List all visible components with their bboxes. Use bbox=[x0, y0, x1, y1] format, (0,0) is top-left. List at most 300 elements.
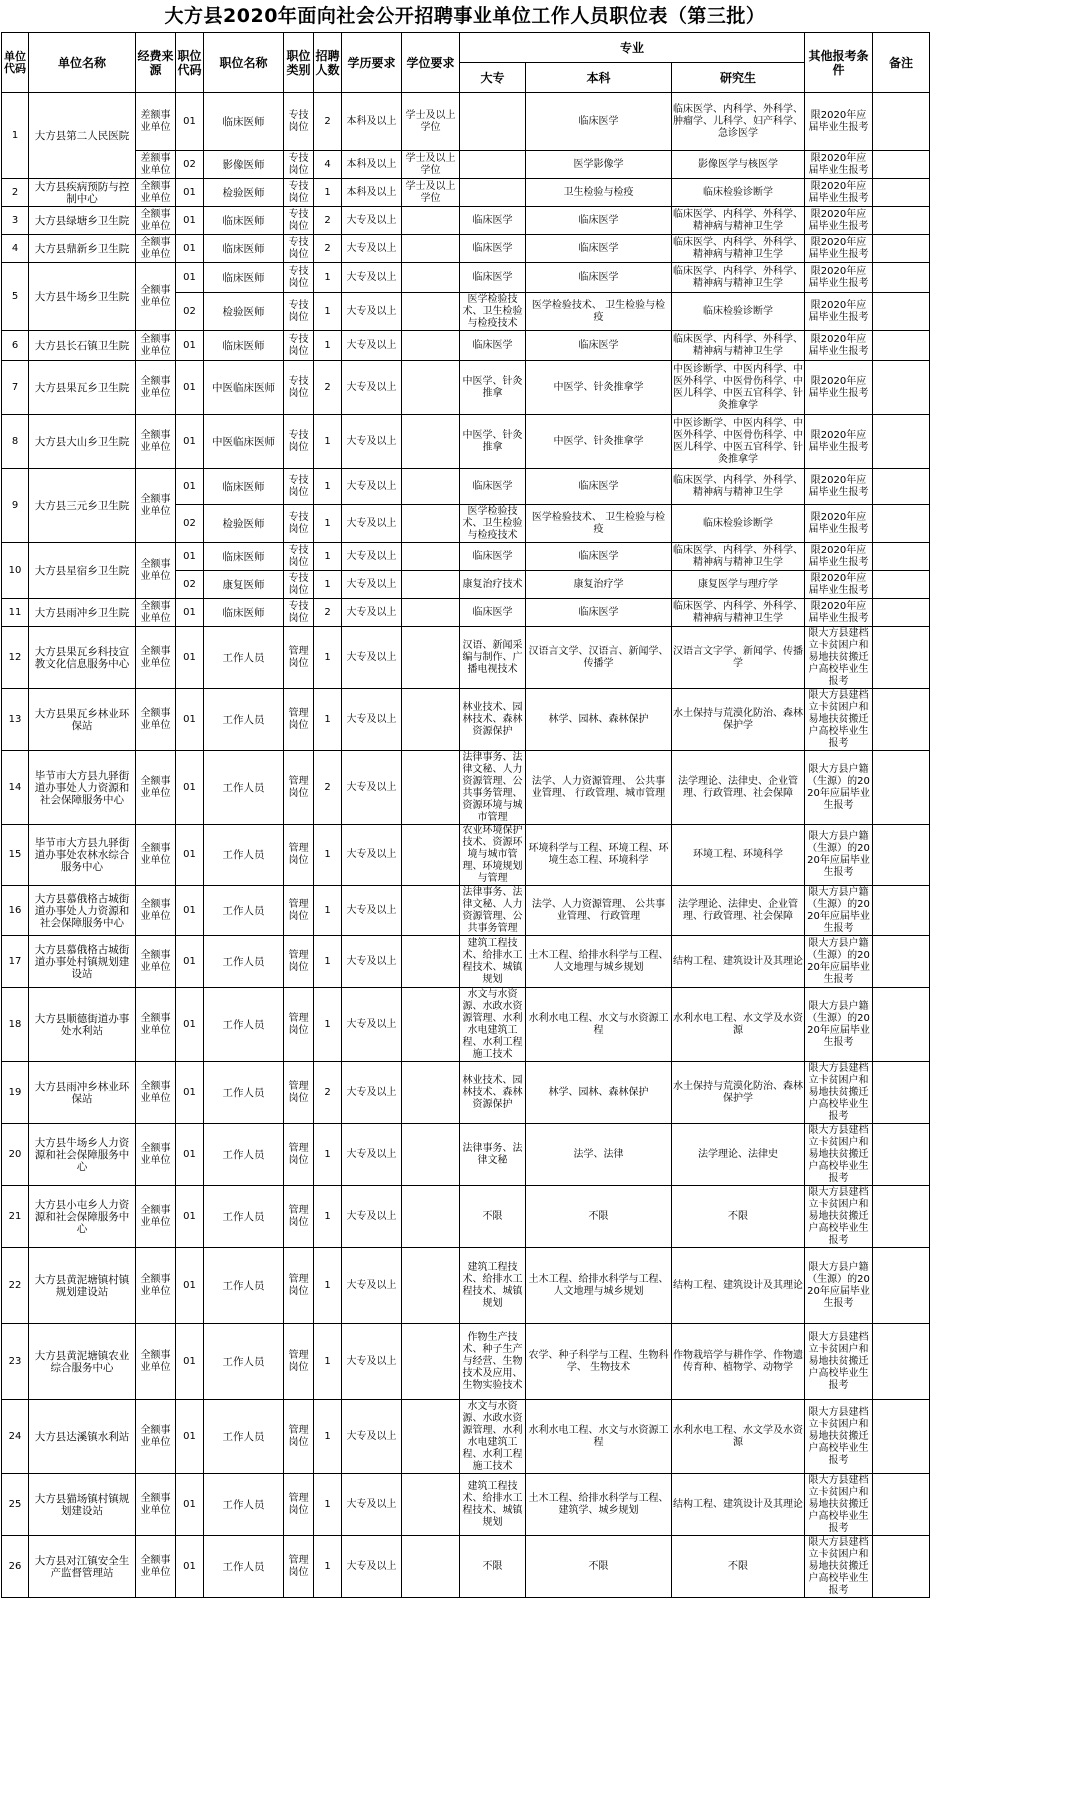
position-type-cell: 管理岗位 bbox=[284, 1400, 314, 1474]
other-conditions-cell: 限2020年应届毕业生报考 bbox=[805, 505, 873, 543]
unit-name-cell: 大方县果瓦乡科技宣教文化信息服务中心 bbox=[29, 627, 136, 689]
major-benke-cell: 医学检验技术、 卫生检验与检疫 bbox=[526, 505, 672, 543]
table-row bbox=[2, 415, 930, 469]
major-dazhuan-cell bbox=[460, 179, 526, 207]
major-yanjiusheng-cell: 临床医学、内科学、外科学、精神病与精神卫生学 bbox=[672, 331, 805, 361]
major-yanjiusheng-cell: 临床检验诊断学 bbox=[672, 179, 805, 207]
position-code-cell: 02 bbox=[176, 293, 204, 331]
education-cell: 大专及以上 bbox=[342, 886, 402, 936]
other-conditions-cell: 限2020年应届毕业生报考 bbox=[805, 235, 873, 263]
unit-name-cell: 大方县第二人民医院 bbox=[29, 93, 136, 179]
major-dazhuan-cell: 不限 bbox=[460, 1186, 526, 1248]
count-cell: 1 bbox=[314, 1124, 342, 1186]
unit-code-cell: 16 bbox=[2, 886, 29, 936]
major-benke-cell: 法学、法律 bbox=[526, 1124, 672, 1186]
other-conditions-cell: 限大方县建档立卡贫困户和易地扶贫搬迁户高校毕业生报考 bbox=[805, 1186, 873, 1248]
header-count: 招聘人数 bbox=[314, 33, 342, 93]
count-cell: 1 bbox=[314, 1324, 342, 1400]
unit-name-cell: 大方县长石镇卫生院 bbox=[29, 331, 136, 361]
education-cell: 大专及以上 bbox=[342, 627, 402, 689]
position-code-cell: 01 bbox=[176, 93, 204, 151]
position-name-cell: 工作人员 bbox=[204, 1186, 284, 1248]
funding-cell: 差额事业单位 bbox=[136, 151, 176, 179]
major-benke-cell: 临床医学 bbox=[526, 235, 672, 263]
position-type-cell: 专技岗位 bbox=[284, 571, 314, 599]
position-code-cell: 02 bbox=[176, 151, 204, 179]
position-type-cell: 专技岗位 bbox=[284, 415, 314, 469]
count-cell: 1 bbox=[314, 293, 342, 331]
other-conditions-cell: 限大方县建档立卡贫困户和易地扶贫搬迁户高校毕业生报考 bbox=[805, 1324, 873, 1400]
major-yanjiusheng-cell: 临床医学、内科学、外科学、精神病与精神卫生学 bbox=[672, 543, 805, 571]
position-name-cell: 工作人员 bbox=[204, 886, 284, 936]
header-position-type: 职位类别 bbox=[284, 33, 314, 93]
major-dazhuan-cell: 临床医学 bbox=[460, 469, 526, 505]
degree-cell bbox=[402, 689, 460, 751]
header-degree: 学位要求 bbox=[402, 33, 460, 93]
major-yanjiusheng-cell: 临床医学、内科学、外科学、精神病与精神卫生学 bbox=[672, 263, 805, 293]
count-cell: 1 bbox=[314, 571, 342, 599]
funding-cell: 全额事业单位 bbox=[136, 543, 176, 599]
position-name-cell: 康复医师 bbox=[204, 571, 284, 599]
position-name-cell: 检验医师 bbox=[204, 505, 284, 543]
major-yanjiusheng-cell: 不限 bbox=[672, 1186, 805, 1248]
table-row bbox=[2, 151, 930, 179]
count-cell: 2 bbox=[314, 1062, 342, 1124]
degree-cell bbox=[402, 825, 460, 886]
position-type-cell: 专技岗位 bbox=[284, 235, 314, 263]
major-dazhuan-cell: 汉语、新闻采编与制作、广播电视技术 bbox=[460, 627, 526, 689]
education-cell: 大专及以上 bbox=[342, 415, 402, 469]
unit-name-cell: 毕节市大方县九驿街道办事处人力资源和社会保障服务中心 bbox=[29, 751, 136, 825]
position-name-cell: 工作人员 bbox=[204, 751, 284, 825]
unit-name-cell: 大方县黄泥塘镇农业综合服务中心 bbox=[29, 1324, 136, 1400]
position-type-cell: 管理岗位 bbox=[284, 689, 314, 751]
position-code-cell: 01 bbox=[176, 1248, 204, 1324]
position-name-cell: 临床医师 bbox=[204, 599, 284, 627]
position-name-cell: 工作人员 bbox=[204, 936, 284, 988]
funding-cell: 全额事业单位 bbox=[136, 235, 176, 263]
unit-code-cell: 25 bbox=[2, 1474, 29, 1536]
major-benke-cell: 医学检验技术、 卫生检验与检疫 bbox=[526, 293, 672, 331]
major-yanjiusheng-cell: 临床医学、内科学、外科学、精神病与精神卫生学 bbox=[672, 469, 805, 505]
other-conditions-cell: 限2020年应届毕业生报考 bbox=[805, 263, 873, 293]
major-benke-cell: 林学、园林、森林保护 bbox=[526, 689, 672, 751]
unit-name-cell: 大方县疾病预防与控制中心 bbox=[29, 179, 136, 207]
position-name-cell: 临床医师 bbox=[204, 235, 284, 263]
major-yanjiusheng-cell: 临床检验诊断学 bbox=[672, 293, 805, 331]
major-benke-cell: 汉语言文学、汉语言、新闻学、传播学 bbox=[526, 627, 672, 689]
remark-cell bbox=[873, 571, 930, 599]
unit-code-cell: 3 bbox=[2, 207, 29, 235]
unit-code-cell: 2 bbox=[2, 179, 29, 207]
position-name-cell: 中医临床医师 bbox=[204, 415, 284, 469]
position-name-cell: 工作人员 bbox=[204, 1536, 284, 1598]
degree-cell bbox=[402, 988, 460, 1062]
unit-name-cell: 大方县雨冲乡林业环保站 bbox=[29, 1062, 136, 1124]
education-cell: 大专及以上 bbox=[342, 1400, 402, 1474]
funding-cell: 全额事业单位 bbox=[136, 207, 176, 235]
position-name-cell: 临床医师 bbox=[204, 207, 284, 235]
position-type-cell: 管理岗位 bbox=[284, 1124, 314, 1186]
unit-name-cell: 大方县绿塘乡卫生院 bbox=[29, 207, 136, 235]
unit-code-cell: 23 bbox=[2, 1324, 29, 1400]
position-type-cell: 专技岗位 bbox=[284, 207, 314, 235]
position-code-cell: 01 bbox=[176, 1186, 204, 1248]
unit-name-cell: 大方县牛场乡卫生院 bbox=[29, 263, 136, 331]
unit-code-cell: 21 bbox=[2, 1186, 29, 1248]
major-yanjiusheng-cell: 法学理论、法律史、企业管理、行政管理、社会保障 bbox=[672, 886, 805, 936]
education-cell: 本科及以上 bbox=[342, 179, 402, 207]
major-benke-cell: 不限 bbox=[526, 1536, 672, 1598]
degree-cell bbox=[402, 293, 460, 331]
header-unit-code: 单位代码 bbox=[2, 33, 29, 93]
other-conditions-cell: 限大方县建档立卡贫困户和易地扶贫搬迁户高校毕业生报考 bbox=[805, 689, 873, 751]
count-cell: 1 bbox=[314, 886, 342, 936]
major-dazhuan-cell: 建筑工程技术、给排水工程技术、城镇规划 bbox=[460, 1474, 526, 1536]
major-dazhuan-cell: 建筑工程技术、给排水工程技术、城镇规划 bbox=[460, 936, 526, 988]
major-dazhuan-cell: 作物生产技术、种子生产与经营、生物技术及应用、生物实验技术 bbox=[460, 1324, 526, 1400]
position-type-cell: 专技岗位 bbox=[284, 293, 314, 331]
major-yanjiusheng-cell: 临床医学、内科学、外科学、精神病与精神卫生学 bbox=[672, 235, 805, 263]
funding-cell: 全额事业单位 bbox=[136, 1248, 176, 1324]
other-conditions-cell: 限大方县建档立卡贫困户和易地扶贫搬迁户高校毕业生报考 bbox=[805, 1062, 873, 1124]
major-dazhuan-cell: 水文与水资源、水政水资源管理、水利水电建筑工程、水利工程施工技术 bbox=[460, 1400, 526, 1474]
major-benke-cell: 临床医学 bbox=[526, 599, 672, 627]
unit-name-cell: 大方县猫场镇村镇规划建设站 bbox=[29, 1474, 136, 1536]
degree-cell bbox=[402, 886, 460, 936]
education-cell: 大专及以上 bbox=[342, 1536, 402, 1598]
table-row bbox=[2, 751, 930, 825]
position-type-cell: 专技岗位 bbox=[284, 93, 314, 151]
remark-cell bbox=[873, 179, 930, 207]
major-yanjiusheng-cell: 影像医学与核医学 bbox=[672, 151, 805, 179]
position-name-cell: 工作人员 bbox=[204, 689, 284, 751]
position-type-cell: 管理岗位 bbox=[284, 1324, 314, 1400]
position-code-cell: 01 bbox=[176, 469, 204, 505]
unit-code-cell: 19 bbox=[2, 1062, 29, 1124]
remark-cell bbox=[873, 751, 930, 825]
position-type-cell: 专技岗位 bbox=[284, 331, 314, 361]
count-cell: 1 bbox=[314, 415, 342, 469]
position-name-cell: 临床医师 bbox=[204, 93, 284, 151]
count-cell: 1 bbox=[314, 543, 342, 571]
degree-cell bbox=[402, 571, 460, 599]
funding-cell: 全额事业单位 bbox=[136, 751, 176, 825]
major-benke-cell: 土木工程、给排水科学与工程、建筑学、城乡规划 bbox=[526, 1474, 672, 1536]
table-row bbox=[2, 263, 930, 293]
unit-name-cell: 大方县小屯乡人力资源和社会保障服务中心 bbox=[29, 1186, 136, 1248]
position-code-cell: 01 bbox=[176, 1474, 204, 1536]
funding-cell: 全额事业单位 bbox=[136, 825, 176, 886]
education-cell: 本科及以上 bbox=[342, 151, 402, 179]
funding-cell: 全额事业单位 bbox=[136, 689, 176, 751]
position-name-cell: 临床医师 bbox=[204, 469, 284, 505]
major-benke-cell: 临床医学 bbox=[526, 543, 672, 571]
table-row bbox=[2, 207, 930, 235]
other-conditions-cell: 限2020年应届毕业生报考 bbox=[805, 361, 873, 415]
position-code-cell: 01 bbox=[176, 1536, 204, 1598]
funding-cell: 差额事业单位 bbox=[136, 93, 176, 151]
unit-code-cell: 11 bbox=[2, 599, 29, 627]
degree-cell bbox=[402, 263, 460, 293]
degree-cell bbox=[402, 505, 460, 543]
major-dazhuan-cell bbox=[460, 93, 526, 151]
funding-cell: 全额事业单位 bbox=[136, 936, 176, 988]
position-code-cell: 01 bbox=[176, 1400, 204, 1474]
position-name-cell: 工作人员 bbox=[204, 1248, 284, 1324]
position-code-cell: 01 bbox=[176, 263, 204, 293]
remark-cell bbox=[873, 1248, 930, 1324]
header-major-benke: 本科 bbox=[526, 63, 672, 93]
remark-cell bbox=[873, 1062, 930, 1124]
header-education: 学历要求 bbox=[342, 33, 402, 93]
other-conditions-cell: 限2020年应届毕业生报考 bbox=[805, 543, 873, 571]
count-cell: 1 bbox=[314, 469, 342, 505]
major-yanjiusheng-cell: 结构工程、建筑设计及其理论 bbox=[672, 936, 805, 988]
other-conditions-cell: 限大方县户籍（生源）的2020年应届毕业生报考 bbox=[805, 988, 873, 1062]
major-yanjiusheng-cell: 临床医学、内科学、外科学、肿瘤学、儿科学、妇产科学、急诊医学 bbox=[672, 93, 805, 151]
count-cell: 2 bbox=[314, 93, 342, 151]
remark-cell bbox=[873, 1186, 930, 1248]
major-yanjiusheng-cell: 水土保持与荒漠化防治、森林保护学 bbox=[672, 1062, 805, 1124]
funding-cell: 全额事业单位 bbox=[136, 1186, 176, 1248]
position-name-cell: 工作人员 bbox=[204, 1324, 284, 1400]
table-row bbox=[2, 886, 930, 936]
position-code-cell: 02 bbox=[176, 505, 204, 543]
unit-name-cell: 大方县雨冲乡卫生院 bbox=[29, 599, 136, 627]
other-conditions-cell: 限大方县户籍（生源）的2020年应届毕业生报考 bbox=[805, 936, 873, 988]
position-code-cell: 01 bbox=[176, 988, 204, 1062]
major-benke-cell: 卫生检验与检疫 bbox=[526, 179, 672, 207]
position-name-cell: 工作人员 bbox=[204, 1474, 284, 1536]
education-cell: 大专及以上 bbox=[342, 1186, 402, 1248]
unit-code-cell: 15 bbox=[2, 825, 29, 886]
education-cell: 大专及以上 bbox=[342, 331, 402, 361]
degree-cell bbox=[402, 331, 460, 361]
position-type-cell: 管理岗位 bbox=[284, 1536, 314, 1598]
position-name-cell: 工作人员 bbox=[204, 1400, 284, 1474]
major-dazhuan-cell: 林业技术、园林技术、森林资源保护 bbox=[460, 1062, 526, 1124]
other-conditions-cell: 限2020年应届毕业生报考 bbox=[805, 151, 873, 179]
remark-cell bbox=[873, 886, 930, 936]
degree-cell bbox=[402, 361, 460, 415]
position-name-cell: 工作人员 bbox=[204, 1124, 284, 1186]
funding-cell: 全额事业单位 bbox=[136, 1124, 176, 1186]
unit-code-cell: 7 bbox=[2, 361, 29, 415]
position-code-cell: 01 bbox=[176, 936, 204, 988]
position-code-cell: 01 bbox=[176, 415, 204, 469]
education-cell: 大专及以上 bbox=[342, 825, 402, 886]
major-dazhuan-cell: 临床医学 bbox=[460, 331, 526, 361]
other-conditions-cell: 限2020年应届毕业生报考 bbox=[805, 179, 873, 207]
remark-cell bbox=[873, 469, 930, 505]
count-cell: 1 bbox=[314, 988, 342, 1062]
unit-code-cell: 12 bbox=[2, 627, 29, 689]
unit-code-cell: 13 bbox=[2, 689, 29, 751]
header-other-conditions: 其他报考条件 bbox=[805, 33, 873, 93]
header-position-name: 职位名称 bbox=[204, 33, 284, 93]
major-benke-cell: 临床医学 bbox=[526, 93, 672, 151]
count-cell: 1 bbox=[314, 1400, 342, 1474]
count-cell: 1 bbox=[314, 505, 342, 543]
major-dazhuan-cell: 法律事务、法律文秘、人力资源管理、公共事务管理 bbox=[460, 886, 526, 936]
other-conditions-cell: 限大方县户籍（生源）的2020年应届毕业生报考 bbox=[805, 825, 873, 886]
table-row bbox=[2, 988, 930, 1062]
count-cell: 1 bbox=[314, 263, 342, 293]
major-benke-cell: 环境科学与工程、环境工程、环境生态工程、环境科学 bbox=[526, 825, 672, 886]
remark-cell bbox=[873, 599, 930, 627]
header-major-dazhuan: 大专 bbox=[460, 63, 526, 93]
unit-code-cell: 17 bbox=[2, 936, 29, 988]
position-type-cell: 专技岗位 bbox=[284, 469, 314, 505]
remark-cell bbox=[873, 627, 930, 689]
remark-cell bbox=[873, 1400, 930, 1474]
position-code-cell: 01 bbox=[176, 599, 204, 627]
funding-cell: 全额事业单位 bbox=[136, 599, 176, 627]
major-benke-cell: 水利水电工程、水文与水资源工程 bbox=[526, 988, 672, 1062]
other-conditions-cell: 限2020年应届毕业生报考 bbox=[805, 599, 873, 627]
other-conditions-cell: 限大方县建档立卡贫困户和易地扶贫搬迁户高校毕业生报考 bbox=[805, 1124, 873, 1186]
major-benke-cell: 水利水电工程、水文与水资源工程 bbox=[526, 1400, 672, 1474]
education-cell: 大专及以上 bbox=[342, 1124, 402, 1186]
degree-cell bbox=[402, 207, 460, 235]
positions-table bbox=[1, 32, 930, 1598]
major-yanjiusheng-cell: 康复医学与理疗学 bbox=[672, 571, 805, 599]
remark-cell bbox=[873, 1324, 930, 1400]
table-row bbox=[2, 1536, 930, 1598]
major-dazhuan-cell: 临床医学 bbox=[460, 543, 526, 571]
count-cell: 2 bbox=[314, 751, 342, 825]
position-code-cell: 01 bbox=[176, 825, 204, 886]
page-title: 大方县2020年面向社会公开招聘事业单位工作人员职位表（第三批） bbox=[164, 5, 766, 27]
other-conditions-cell: 限2020年应届毕业生报考 bbox=[805, 293, 873, 331]
degree-cell bbox=[402, 1474, 460, 1536]
unit-code-cell: 6 bbox=[2, 331, 29, 361]
position-code-cell: 01 bbox=[176, 627, 204, 689]
funding-cell: 全额事业单位 bbox=[136, 331, 176, 361]
education-cell: 大专及以上 bbox=[342, 1248, 402, 1324]
major-benke-cell: 临床医学 bbox=[526, 331, 672, 361]
major-yanjiusheng-cell: 临床检验诊断学 bbox=[672, 505, 805, 543]
table-row bbox=[2, 331, 930, 361]
remark-cell bbox=[873, 151, 930, 179]
education-cell: 大专及以上 bbox=[342, 599, 402, 627]
table-row bbox=[2, 627, 930, 689]
unit-name-cell: 大方县对江镇安全生产监督管理站 bbox=[29, 1536, 136, 1598]
unit-code-cell: 14 bbox=[2, 751, 29, 825]
major-dazhuan-cell: 法律事务、法律文秘 bbox=[460, 1124, 526, 1186]
unit-code-cell: 24 bbox=[2, 1400, 29, 1474]
remark-cell bbox=[873, 361, 930, 415]
remark-cell bbox=[873, 689, 930, 751]
major-dazhuan-cell: 临床医学 bbox=[460, 599, 526, 627]
table-row bbox=[2, 543, 930, 571]
major-yanjiusheng-cell: 水利水电工程、水文学及水资源 bbox=[672, 1400, 805, 1474]
funding-cell: 全额事业单位 bbox=[136, 988, 176, 1062]
position-type-cell: 管理岗位 bbox=[284, 627, 314, 689]
degree-cell bbox=[402, 627, 460, 689]
major-benke-cell: 农学、种子科学与工程、生物科学、 生物技术 bbox=[526, 1324, 672, 1400]
other-conditions-cell: 限大方县建档立卡贫困户和易地扶贫搬迁户高校毕业生报考 bbox=[805, 1400, 873, 1474]
position-code-cell: 01 bbox=[176, 689, 204, 751]
major-dazhuan-cell: 临床医学 bbox=[460, 207, 526, 235]
major-benke-cell: 中医学、针灸推拿学 bbox=[526, 361, 672, 415]
position-type-cell: 专技岗位 bbox=[284, 543, 314, 571]
major-dazhuan-cell: 临床医学 bbox=[460, 263, 526, 293]
other-conditions-cell: 限大方县建档立卡贫困户和易地扶贫搬迁户高校毕业生报考 bbox=[805, 627, 873, 689]
remark-cell bbox=[873, 93, 930, 151]
position-name-cell: 临床医师 bbox=[204, 331, 284, 361]
count-cell: 1 bbox=[314, 689, 342, 751]
degree-cell bbox=[402, 1124, 460, 1186]
position-type-cell: 管理岗位 bbox=[284, 825, 314, 886]
major-yanjiusheng-cell: 环境工程、环境科学 bbox=[672, 825, 805, 886]
unit-code-cell: 10 bbox=[2, 543, 29, 599]
funding-cell: 全额事业单位 bbox=[136, 627, 176, 689]
major-benke-cell: 医学影像学 bbox=[526, 151, 672, 179]
position-type-cell: 专技岗位 bbox=[284, 505, 314, 543]
education-cell: 大专及以上 bbox=[342, 293, 402, 331]
remark-cell bbox=[873, 936, 930, 988]
education-cell: 大专及以上 bbox=[342, 469, 402, 505]
position-type-cell: 专技岗位 bbox=[284, 263, 314, 293]
education-cell: 大专及以上 bbox=[342, 235, 402, 263]
unit-code-cell: 1 bbox=[2, 93, 29, 179]
position-type-cell: 专技岗位 bbox=[284, 179, 314, 207]
major-yanjiusheng-cell: 作物栽培学与耕作学、作物遗传育种、植物学、动物学 bbox=[672, 1324, 805, 1400]
major-yanjiusheng-cell: 不限 bbox=[672, 1536, 805, 1598]
funding-cell: 全额事业单位 bbox=[136, 886, 176, 936]
funding-cell: 全额事业单位 bbox=[136, 415, 176, 469]
degree-cell bbox=[402, 543, 460, 571]
major-yanjiusheng-cell: 水土保持与荒漠化防治、森林保护学 bbox=[672, 689, 805, 751]
position-name-cell: 检验医师 bbox=[204, 179, 284, 207]
table-row bbox=[2, 93, 930, 151]
major-benke-cell: 康复治疗学 bbox=[526, 571, 672, 599]
position-type-cell: 专技岗位 bbox=[284, 361, 314, 415]
position-name-cell: 工作人员 bbox=[204, 825, 284, 886]
remark-cell bbox=[873, 825, 930, 886]
other-conditions-cell: 限大方县建档立卡贫困户和易地扶贫搬迁户高校毕业生报考 bbox=[805, 1536, 873, 1598]
other-conditions-cell: 限大方县建档立卡贫困户和易地扶贫搬迁户高校毕业生报考 bbox=[805, 1474, 873, 1536]
table-row bbox=[2, 469, 930, 505]
count-cell: 1 bbox=[314, 1248, 342, 1324]
education-cell: 大专及以上 bbox=[342, 689, 402, 751]
funding-cell: 全额事业单位 bbox=[136, 1324, 176, 1400]
table-row bbox=[2, 179, 930, 207]
major-dazhuan-cell bbox=[460, 151, 526, 179]
position-code-cell: 01 bbox=[176, 1324, 204, 1400]
position-type-cell: 管理岗位 bbox=[284, 1186, 314, 1248]
unit-name-cell: 毕节市大方县九驿街道办事处农林水综合服务中心 bbox=[29, 825, 136, 886]
degree-cell bbox=[402, 415, 460, 469]
major-dazhuan-cell: 康复治疗技术 bbox=[460, 571, 526, 599]
table-row bbox=[2, 599, 930, 627]
position-code-cell: 01 bbox=[176, 207, 204, 235]
position-code-cell: 01 bbox=[176, 235, 204, 263]
major-dazhuan-cell: 医学检验技术、卫生检验与检疫技术 bbox=[460, 293, 526, 331]
unit-code-cell: 5 bbox=[2, 263, 29, 331]
education-cell: 大专及以上 bbox=[342, 505, 402, 543]
unit-name-cell: 大方县三元乡卫生院 bbox=[29, 469, 136, 543]
major-benke-cell: 法学、人力资源管理、 公共事业管理、 行政管理 bbox=[526, 886, 672, 936]
education-cell: 大专及以上 bbox=[342, 1474, 402, 1536]
unit-code-cell: 4 bbox=[2, 235, 29, 263]
major-yanjiusheng-cell: 水利水电工程、水文学及水资源 bbox=[672, 988, 805, 1062]
major-benke-cell: 法学、人力资源管理、 公共事业管理、 行政管理、城市管理 bbox=[526, 751, 672, 825]
position-type-cell: 管理岗位 bbox=[284, 751, 314, 825]
other-conditions-cell: 限2020年应届毕业生报考 bbox=[805, 207, 873, 235]
